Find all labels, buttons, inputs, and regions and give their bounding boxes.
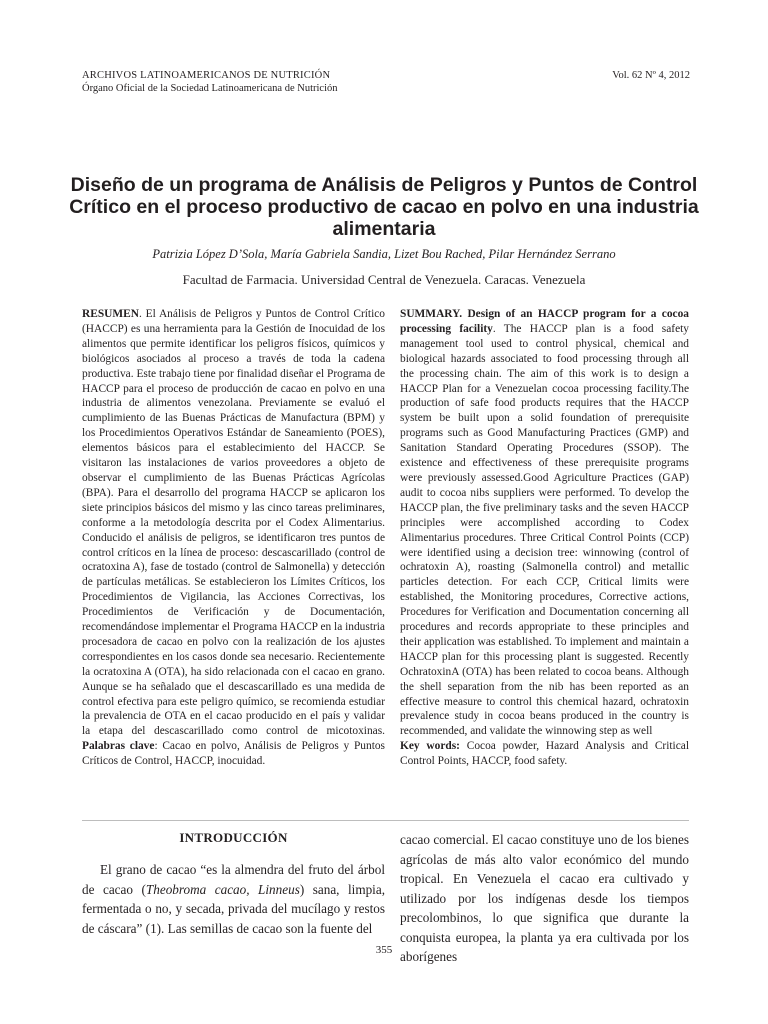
introduccion-right-text: cacao comercial. El cacao constituye uno de los bienes agrícolas de más alto valor económico del mundo tropical. En Venezuela el cacao era cultivado y utilizado por los indígenas desde los tiempos precolombinos, lo que significa que durante la conquista europea, la planta ya era cultivada por los aborígenes <box>400 832 689 964</box>
intro-left-part-a: El grano de cacao “es la almendra del fruto del árbol de cacao ( <box>82 862 385 897</box>
article-title: Diseño de un programa de Análisis de Peligros y Puntos de Control Crítico en el proceso productivo de cacao en polvo en una industria alimentaria <box>69 174 699 240</box>
summary-text: . The HACCP plan is a food safety management tool used to control physical, chemical and biological hazards associated to food processing through all the processing chain. The aim of this work is to design a HACCP Plan for a Venezuelan cocoa processing facility.The production of safe food products requires that the HACCP system be built upon a solid foundation of prerequisite programs such as Good Manufacturing Practices (GMP) and Sanitation Standard Operating Procedures (SSOP). The existence and effectiveness of these prerequisite programs were previously assessed.Good Agriculture Practices (GAP) audit to cocoa nibs suppliers were performed. To develop the HACCP plan, the five preliminary tasks and the seven HACCP principles were accomplished according to Codex Alimentarius procedures. Three Critical Control Points (CCP) were identified using a decision tree: winnowing (control of ochratoxin A), roasting (Salmonella control) and metallic particles detection. For each CCP, Critical limits were established, the Monitoring procedures, Corrective actions, Procedures for Verification and Documentation concerning all procedures and records appropriate to these principles and their application was established. To implement and maintain a HACCP plan for this processing plant is suggested. Recently OchratoxinA (OTA) has been related to cocoa beans. Although the shell separation from the nib has been reported as an effective measure to control this chemical hazard, ochratoxin prevalence study in cocoa beans produced in the country is recommended, and validate the winnowing step as well <box>400 322 689 738</box>
article-authors: Patrizia López D’Sola, María Gabriela Sandia, Lizet Bou Rached, Pilar Hernández Serrano <box>152 247 616 261</box>
article-affiliation: Facultad de Farmacia. Universidad Central de Venezuela. Caracas. Venezuela <box>182 272 586 287</box>
introduccion-heading: INTRODUCCIÓN <box>179 830 288 845</box>
running-header <box>82 70 690 94</box>
volume-info: Vol. 62 Nº 4, 2012 <box>612 70 690 81</box>
intro-species-name: Theobroma cacao, Linneus <box>145 881 300 897</box>
journal-name: ARCHIVOS LATINOAMERICANOS DE NUTRICIÓN <box>82 70 331 81</box>
summary-label: SUMMARY. Design of an HACCP program for a cocoa processing facility <box>400 308 689 335</box>
resumen-column <box>82 307 385 769</box>
resumen-label: RESUMEN <box>82 308 139 320</box>
page-number: 355 <box>375 944 393 956</box>
palabras-clave-label: Palabras clave <box>82 740 155 753</box>
summary-column <box>400 307 689 769</box>
key-words-label: Key words: <box>400 740 460 753</box>
key-words-text: Cocoa powder, Hazard Analysis and Critical Control Points, HACCP, food safety. <box>400 740 690 768</box>
palabras-clave-text: : Cacao en polvo, Análisis de Peligros y Puntos Críticos de Control, HACCP, inocuidad. <box>82 740 385 768</box>
journal-organ: Órgano Oficial de la Sociedad Latinoamericana de Nutrición <box>82 83 338 94</box>
introduccion-left-text <box>82 860 385 938</box>
section-divider <box>82 820 689 821</box>
intro-left-part-b: ) sana, limpia, fermentada o no, y secada, privada del mucílago y restos de cáscara” (1). Las semillas de cacao son la fuente del <box>82 881 385 936</box>
resumen-text: . El Análisis de Peligros y Puntos de Control Crítico (HACCP) es una herramienta para la Gestión de Inocuidad de los alimentos que permite identificar los peligros físicos, químicos y biológicos asociados al proceso a través de toda la cadena productiva. Este trabajo tiene por finalidad diseñar el Programa de HACCP para el proceso de producción de cacao en polvo en una industria de alimentos venezolana. Previamente se evaluó el cumplimiento de las Buenas Prácticas de Manufactura (BPM) y los Procedimientos Operativos Estándar de Saneamiento (POES), elementos básicos para el establecimiento del HACCP. Se visitaron las instalaciones de varios proveedores a objeto de observar el cumplimiento de las Buenas Prácticas Agrícolas (BPA). Para el desarrollo del programa HACCP se aplicaron los siete principios básicos del mismo y las cinco tareas preliminares, conforme a la metodología descrita por el Codex Alimentarius. Conducido el análisis de peligros, se identificaron tres puntos de control críticos en la línea de proceso: descascarillado (control de ocratoxina A), fase de tostado (control de Salmonella) y detección de partículas metálicas. Se establecieron los Límites Críticos, los Procedimientos de Vigilancia, las Acciones Correctivas, los Procedimientos de Verificación y de Documentación, recomendándose implementar el Programa HACCP en la industria procesadora de cacao en polvo con la realización de los ajustes correspondientes en los casos donde sea necesario. Recientemente la ocratoxina A (OTA), ha sido relacionada con el cacao en grano. Aunque se ha señalado que el descascarillado es una medida de control efectiva para este peligro químico, se recomienda estudiar la prevalencia de OTA en el cacao producido en el país y validar la etapa del descascarillado como control de micotoxinas. <box>82 308 385 738</box>
